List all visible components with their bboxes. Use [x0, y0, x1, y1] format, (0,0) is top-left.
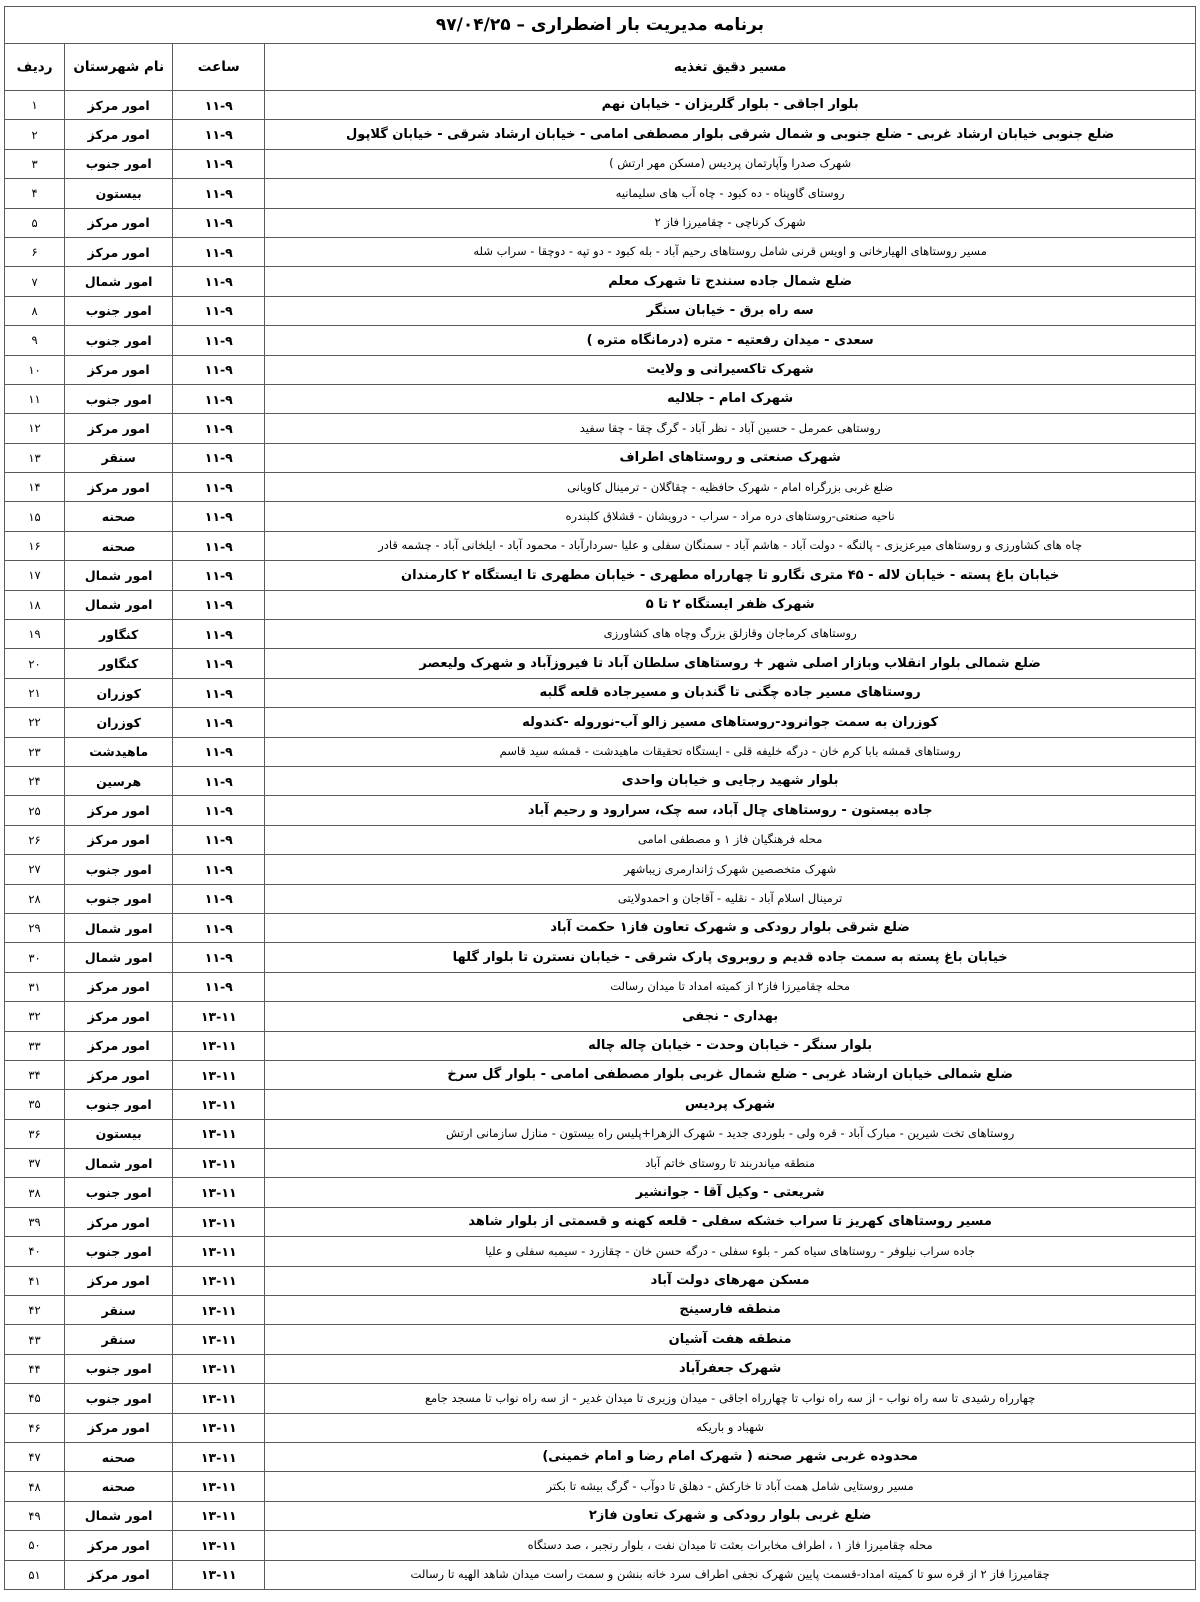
cell-city: امور شمال [65, 590, 173, 619]
cell-city: امور شمال [65, 1149, 173, 1178]
table-row [5, 1002, 1196, 1031]
cell-route: ضلع شرقی بلوار رودکی و شهرک تعاون فاز۱ حکمت آباد [265, 913, 1196, 942]
table-row [5, 972, 1196, 1001]
cell-hour: ۱۳-۱۱ [173, 1060, 265, 1089]
table-row [5, 1149, 1196, 1178]
cell-index: ۲۶ [5, 825, 65, 854]
title-row [5, 7, 1196, 44]
cell-route: شهباد و باریکه [265, 1413, 1196, 1442]
cell-hour: ۱۳-۱۱ [173, 1325, 265, 1354]
cell-route: کوزران به سمت جوانرود-روستاهای مسیر زالو آب-نوروله -کندوله [265, 708, 1196, 737]
cell-route: محله چقامیرزا فاز ۱ ، اطراف مخابرات بعثت تا میدان نفت ، بلوار رنجبر ، صد دستگاه [265, 1531, 1196, 1560]
cell-city: امور مرکز [65, 796, 173, 825]
cell-index: ۳۶ [5, 1119, 65, 1148]
cell-hour: ۱۳-۱۱ [173, 1090, 265, 1119]
cell-route: شهرک امام - جلالیه [265, 384, 1196, 413]
cell-hour: ۱۳-۱۱ [173, 1354, 265, 1383]
cell-city: بیستون [65, 1119, 173, 1148]
cell-route: شهرک تاکسیرانی و ولایت [265, 355, 1196, 384]
cell-hour: ۱۱-۹ [173, 766, 265, 795]
table-row [5, 649, 1196, 678]
cell-route: ضلع جنوبی خیابان ارشاد غربی - ضلع جنوبی و شمال شرقی بلوار مصطفی امامی - خیابان ارشاد شرقی - خیابان گلاپول [265, 120, 1196, 149]
cell-hour: ۱۳-۱۱ [173, 1149, 265, 1178]
column-header-city: نام شهرستان [65, 44, 173, 91]
cell-city: صحنه [65, 531, 173, 560]
cell-index: ۳۴ [5, 1060, 65, 1089]
cell-index: ۱۷ [5, 561, 65, 590]
column-header-route: مسیر دقیق تغذیه [265, 44, 1196, 91]
cell-index: ۴۳ [5, 1325, 65, 1354]
cell-route: روستاهای کرماجان وقازلق بزرگ وچاه های کشاورزی [265, 620, 1196, 649]
cell-index: ۲۰ [5, 649, 65, 678]
cell-city: امور شمال [65, 913, 173, 942]
cell-city: امور مرکز [65, 414, 173, 443]
cell-route: سه راه برق - خیابان سنگر [265, 296, 1196, 325]
table-row [5, 384, 1196, 413]
cell-hour: ۱۱-۹ [173, 443, 265, 472]
cell-index: ۱۲ [5, 414, 65, 443]
cell-index: ۲۴ [5, 766, 65, 795]
cell-route: جاده سراب نیلوفر - روستاهای سیاه کمر - بلوء سفلی - درگه حسن خان - چقازرد - سیمبه سفلی و علیا [265, 1237, 1196, 1266]
table-row [5, 91, 1196, 120]
table-row [5, 237, 1196, 266]
table-row [5, 1560, 1196, 1589]
cell-city: امور شمال [65, 267, 173, 296]
table-row [5, 561, 1196, 590]
cell-city: امور جنوب [65, 149, 173, 178]
document-title: برنامه مدیریت بار اضطراری – ۹۷/۰۴/۲۵ [5, 7, 1196, 44]
cell-index: ۱۸ [5, 590, 65, 619]
cell-index: ۳۰ [5, 943, 65, 972]
cell-city: صحنه [65, 1442, 173, 1471]
table-row [5, 678, 1196, 707]
cell-index: ۳۳ [5, 1031, 65, 1060]
cell-hour: ۱۱-۹ [173, 473, 265, 502]
cell-route: شهرک پردیس [265, 1090, 1196, 1119]
cell-city: صحنه [65, 1472, 173, 1501]
cell-index: ۲۸ [5, 884, 65, 913]
column-header-hour: ساعت [173, 44, 265, 91]
cell-city: امور شمال [65, 561, 173, 590]
cell-route: شهرک صنعتی و روستاهای اطراف [265, 443, 1196, 472]
table-row [5, 473, 1196, 502]
cell-route: چاه های کشاورزی و روستاهای میرعزیزی - پالنگه - دولت آباد - هاشم آباد - سمنگان سفلی و علیا -سردارآباد - محمود آباد - ایلخانی آباد - چشمه قادر [265, 531, 1196, 560]
table-row [5, 884, 1196, 913]
cell-route: شهرک صدرا وآپارتمان پردیس (مسکن مهر ارتش ) [265, 149, 1196, 178]
cell-hour: ۱۱-۹ [173, 384, 265, 413]
cell-city: کوزران [65, 678, 173, 707]
cell-city: امور مرکز [65, 1060, 173, 1089]
table-row [5, 943, 1196, 972]
table-row [5, 766, 1196, 795]
cell-hour: ۱۳-۱۱ [173, 1119, 265, 1148]
cell-hour: ۱۱-۹ [173, 943, 265, 972]
table-row [5, 1178, 1196, 1207]
cell-route: مسیر روستاهای الهیارخانی و اویس قرنی شامل روستاهای رحیم آباد - بله کبود - دو تپه - دوچقا - سراب شله [265, 237, 1196, 266]
table-row [5, 796, 1196, 825]
cell-city: امور جنوب [65, 1354, 173, 1383]
cell-hour: ۱۳-۱۱ [173, 1207, 265, 1236]
cell-index: ۵ [5, 208, 65, 237]
cell-city: امور مرکز [65, 208, 173, 237]
cell-city: امور مرکز [65, 825, 173, 854]
table-row [5, 1266, 1196, 1295]
table-row [5, 149, 1196, 178]
cell-city: کنگاور [65, 620, 173, 649]
cell-route: بلوار سنگر - خیابان وحدت - خیابان چاله چاله [265, 1031, 1196, 1060]
table-row [5, 1472, 1196, 1501]
cell-route: مسکن مهرهای دولت آباد [265, 1266, 1196, 1295]
cell-route: روستای گاوپناه - ده کبود - چاه آب های سلیمانیه [265, 179, 1196, 208]
cell-city: امور جنوب [65, 1384, 173, 1413]
cell-index: ۲۳ [5, 737, 65, 766]
cell-city: سنقر [65, 1296, 173, 1325]
cell-city: کنگاور [65, 649, 173, 678]
table-row [5, 825, 1196, 854]
cell-city: امور مرکز [65, 1531, 173, 1560]
cell-hour: ۱۱-۹ [173, 649, 265, 678]
cell-index: ۵۰ [5, 1531, 65, 1560]
cell-index: ۱۱ [5, 384, 65, 413]
cell-hour: ۱۱-۹ [173, 267, 265, 296]
table-row [5, 326, 1196, 355]
table-row [5, 1296, 1196, 1325]
cell-city: سنقر [65, 443, 173, 472]
cell-hour: ۱۳-۱۱ [173, 1531, 265, 1560]
cell-city: سنقر [65, 1325, 173, 1354]
cell-hour: ۱۱-۹ [173, 708, 265, 737]
table-row [5, 1031, 1196, 1060]
cell-index: ۶ [5, 237, 65, 266]
table-row [5, 443, 1196, 472]
table-row [5, 1413, 1196, 1442]
cell-route: روستاهای قمشه بابا کرم خان - درگه خلیفه قلی - ایستگاه تحقیقات ماهیدشت - قمشه سید قاسم [265, 737, 1196, 766]
cell-hour: ۱۳-۱۱ [173, 1296, 265, 1325]
cell-hour: ۱۳-۱۱ [173, 1501, 265, 1530]
cell-city: امور شمال [65, 1501, 173, 1530]
cell-index: ۱۵ [5, 502, 65, 531]
cell-route: شریعتی - وکیل آقا - جوانشیر [265, 1178, 1196, 1207]
table-row [5, 1354, 1196, 1383]
cell-route: شهرک متخصصین شهرک ژاندارمری زیباشهر [265, 855, 1196, 884]
table-row [5, 590, 1196, 619]
cell-route: چهارراه رشیدی تا سه راه نواب - از سه راه نواب تا چهارراه اجاقی - میدان وزیری تا میدان غدیر - از سه راه نواب تا مسجد جامع [265, 1384, 1196, 1413]
cell-hour: ۱۱-۹ [173, 208, 265, 237]
cell-city: امور مرکز [65, 120, 173, 149]
cell-hour: ۱۱-۹ [173, 179, 265, 208]
cell-route: بهداری - نجفی [265, 1002, 1196, 1031]
cell-hour: ۱۳-۱۱ [173, 1178, 265, 1207]
emergency-load-management-table [4, 6, 1196, 1590]
cell-index: ۴۷ [5, 1442, 65, 1471]
cell-hour: ۱۱-۹ [173, 620, 265, 649]
cell-route: جاده بیستون - روستاهای چال آباد، سه چک، سرارود و رحیم آباد [265, 796, 1196, 825]
cell-route: شهرک جعفرآباد [265, 1354, 1196, 1383]
cell-hour: ۱۳-۱۱ [173, 1560, 265, 1589]
cell-city: امور مرکز [65, 91, 173, 120]
table-row [5, 502, 1196, 531]
cell-index: ۱۳ [5, 443, 65, 472]
cell-city: امور جنوب [65, 884, 173, 913]
cell-city: امور جنوب [65, 326, 173, 355]
cell-index: ۷ [5, 267, 65, 296]
cell-city: کوزران [65, 708, 173, 737]
cell-city: امور مرکز [65, 237, 173, 266]
table-row [5, 1060, 1196, 1089]
cell-city: امور مرکز [65, 473, 173, 502]
table-row [5, 620, 1196, 649]
cell-city: امور مرکز [65, 1031, 173, 1060]
cell-route: ضلع شمالی بلوار انقلاب وبازار اصلی شهر + روستاهای سلطان آباد تا فیروزآباد و شهرک ولیعصر [265, 649, 1196, 678]
table-row [5, 708, 1196, 737]
cell-city: امور جنوب [65, 1178, 173, 1207]
cell-route: شهرک کرناچی - چقامیرزا فاز ۲ [265, 208, 1196, 237]
cell-index: ۵۱ [5, 1560, 65, 1589]
table-row [5, 531, 1196, 560]
cell-hour: ۱۱-۹ [173, 149, 265, 178]
cell-hour: ۱۳-۱۱ [173, 1413, 265, 1442]
cell-route: روستاهای مسیر جاده چگنی تا گندبان و مسیرجاده قلعه گلبه [265, 678, 1196, 707]
cell-index: ۳۲ [5, 1002, 65, 1031]
cell-hour: ۱۱-۹ [173, 972, 265, 1001]
cell-city: امور مرکز [65, 1413, 173, 1442]
table-row [5, 1207, 1196, 1236]
cell-hour: ۱۳-۱۱ [173, 1384, 265, 1413]
table-row [5, 1237, 1196, 1266]
table-row [5, 1501, 1196, 1530]
cell-city: امور جنوب [65, 1090, 173, 1119]
cell-hour: ۱۳-۱۱ [173, 1002, 265, 1031]
cell-index: ۴۴ [5, 1354, 65, 1383]
cell-index: ۴۱ [5, 1266, 65, 1295]
cell-index: ۴۸ [5, 1472, 65, 1501]
cell-index: ۱ [5, 91, 65, 120]
cell-index: ۲ [5, 120, 65, 149]
cell-index: ۲۱ [5, 678, 65, 707]
cell-hour: ۱۱-۹ [173, 237, 265, 266]
cell-city: امور جنوب [65, 384, 173, 413]
cell-hour: ۱۱-۹ [173, 120, 265, 149]
cell-hour: ۱۱-۹ [173, 561, 265, 590]
cell-hour: ۱۱-۹ [173, 796, 265, 825]
table-row [5, 1442, 1196, 1471]
cell-route: ضلع شمالی خیابان ارشاد غربی - ضلع شمال غربی بلوار مصطفی امامی - بلوار گل سرخ [265, 1060, 1196, 1089]
cell-hour: ۱۱-۹ [173, 326, 265, 355]
cell-index: ۹ [5, 326, 65, 355]
cell-route: محدوده غربی شهر صحنه ( شهرک امام رضا و امام خمینی) [265, 1442, 1196, 1471]
cell-index: ۲۹ [5, 913, 65, 942]
cell-route: ترمینال اسلام آباد - نقلیه - آقاجان و احمدولایتی [265, 884, 1196, 913]
cell-index: ۲۷ [5, 855, 65, 884]
cell-index: ۲۵ [5, 796, 65, 825]
table-body [5, 91, 1196, 1590]
cell-route: خیابان باغ پسته به سمت جاده قدیم و روبروی پارک شرقی - خیابان نسترن تا بلوار گلها [265, 943, 1196, 972]
cell-hour: ۱۱-۹ [173, 296, 265, 325]
cell-city: امور جنوب [65, 855, 173, 884]
cell-route: بلوار اجاقی - بلوار گلریزان - خیابان نهم [265, 91, 1196, 120]
cell-index: ۴۹ [5, 1501, 65, 1530]
cell-index: ۳۵ [5, 1090, 65, 1119]
table-row [5, 296, 1196, 325]
cell-hour: ۱۱-۹ [173, 414, 265, 443]
cell-index: ۱۴ [5, 473, 65, 502]
cell-hour: ۱۱-۹ [173, 91, 265, 120]
cell-hour: ۱۳-۱۱ [173, 1237, 265, 1266]
cell-hour: ۱۳-۱۱ [173, 1031, 265, 1060]
cell-index: ۴۵ [5, 1384, 65, 1413]
cell-index: ۱۹ [5, 620, 65, 649]
cell-route: ضلع غربی بزرگراه امام - شهرک حافظیه - چقاگلان - ترمینال کاویانی [265, 473, 1196, 502]
cell-route: ضلع غربی بلوار رودکی و شهرک تعاون فاز۲ [265, 1501, 1196, 1530]
cell-route: روستاهای تخت شیرین - مبارک آباد - قره ولی - بلوردی جدید - شهرک الزهرا+پلیس راه بیستون - منازل سازمانی ارتش [265, 1119, 1196, 1148]
table-row [5, 1325, 1196, 1354]
cell-index: ۲۲ [5, 708, 65, 737]
cell-route: بلوار شهید رجایی و خیابان واحدی [265, 766, 1196, 795]
cell-index: ۱۰ [5, 355, 65, 384]
cell-city: صحنه [65, 502, 173, 531]
cell-route: ناحیه صنعتی-روستاهای دره مراد - سراب - درویشان - قشلاق کلبندره [265, 502, 1196, 531]
cell-hour: ۱۱-۹ [173, 502, 265, 531]
table-row [5, 120, 1196, 149]
cell-hour: ۱۱-۹ [173, 355, 265, 384]
table-row [5, 355, 1196, 384]
cell-city: ماهیدشت [65, 737, 173, 766]
cell-hour: ۱۱-۹ [173, 737, 265, 766]
table-row [5, 179, 1196, 208]
cell-city: هرسین [65, 766, 173, 795]
cell-hour: ۱۱-۹ [173, 855, 265, 884]
cell-route: شهرک ظفر ایستگاه ۲ تا ۵ [265, 590, 1196, 619]
table-row [5, 855, 1196, 884]
table-row [5, 208, 1196, 237]
cell-city: امور جنوب [65, 1237, 173, 1266]
table-row [5, 414, 1196, 443]
cell-route: محله فرهنگیان فاز ۱ و مصطفی امامی [265, 825, 1196, 854]
cell-index: ۳۷ [5, 1149, 65, 1178]
table-row [5, 267, 1196, 296]
cell-route: روستاهی عمرمل - حسین آباد - نظر آباد - گرگ چقا - چقا سفید [265, 414, 1196, 443]
cell-route: مسیر روستاهای کهریز تا سراب خشکه سفلی - قلعه کهنه و قسمتی از بلوار شاهد [265, 1207, 1196, 1236]
cell-route: خیابان باغ پسته - خیابان لاله - ۴۵ متری نگارو تا چهارراه مطهری - خیابان مطهری تا ایستگاه ۲ کارمندان [265, 561, 1196, 590]
cell-route: ضلع شمال جاده سنندج تا شهرک معلم [265, 267, 1196, 296]
table-row [5, 737, 1196, 766]
cell-index: ۳۸ [5, 1178, 65, 1207]
cell-index: ۴۲ [5, 1296, 65, 1325]
cell-hour: ۱۱-۹ [173, 825, 265, 854]
cell-index: ۳ [5, 149, 65, 178]
cell-route: منطقه فارسینج [265, 1296, 1196, 1325]
cell-index: ۴ [5, 179, 65, 208]
cell-index: ۳۱ [5, 972, 65, 1001]
cell-route: منطقه میاندربند تا روستای خاتم آباد [265, 1149, 1196, 1178]
cell-index: ۴۶ [5, 1413, 65, 1442]
cell-hour: ۱۳-۱۱ [173, 1442, 265, 1471]
cell-hour: ۱۱-۹ [173, 678, 265, 707]
cell-city: امور مرکز [65, 1266, 173, 1295]
cell-city: امور مرکز [65, 972, 173, 1001]
cell-hour: ۱۳-۱۱ [173, 1266, 265, 1295]
cell-route: چقامیرزا فاز ۲ از قره سو تا کمیته امداد-قسمت پایین شهرک نجفی اطراف سرد خانه بنشن و سمت راست میدان شاهد الهیه تا رسالت [265, 1560, 1196, 1589]
cell-city: امور مرکز [65, 1560, 173, 1589]
cell-city: امور مرکز [65, 1002, 173, 1031]
cell-route: محله چقامیرزا فاز۲ از کمیته امداد تا میدان رسالت [265, 972, 1196, 1001]
table-row [5, 1090, 1196, 1119]
cell-route: مسیر روستایی شامل همت آباد تا خارکش - دهلق تا دوآب - گرگ بیشه تا بکتر [265, 1472, 1196, 1501]
table-row [5, 913, 1196, 942]
cell-route: سعدی - میدان رفعتیه - متره (درمانگاه متره ) [265, 326, 1196, 355]
cell-hour: ۱۱-۹ [173, 590, 265, 619]
cell-hour: ۱۱-۹ [173, 884, 265, 913]
cell-city: بیستون [65, 179, 173, 208]
table-row [5, 1119, 1196, 1148]
cell-city: امور جنوب [65, 296, 173, 325]
cell-hour: ۱۱-۹ [173, 531, 265, 560]
table-row [5, 1531, 1196, 1560]
cell-index: ۸ [5, 296, 65, 325]
table-row [5, 1384, 1196, 1413]
cell-index: ۳۹ [5, 1207, 65, 1236]
cell-city: امور مرکز [65, 1207, 173, 1236]
cell-index: ۱۶ [5, 531, 65, 560]
cell-index: ۴۰ [5, 1237, 65, 1266]
cell-city: امور مرکز [65, 355, 173, 384]
cell-hour: ۱۳-۱۱ [173, 1472, 265, 1501]
cell-hour: ۱۱-۹ [173, 913, 265, 942]
table-head [5, 7, 1196, 91]
column-header-index: ردیف [5, 44, 65, 91]
cell-city: امور شمال [65, 943, 173, 972]
header-row [5, 44, 1196, 91]
cell-route: منطقه هفت آشیان [265, 1325, 1196, 1354]
